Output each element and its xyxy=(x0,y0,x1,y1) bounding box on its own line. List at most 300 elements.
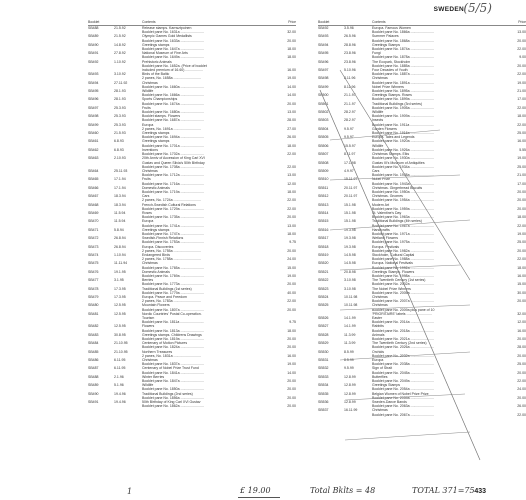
issue-date: 12.5.95 xyxy=(114,324,126,329)
entry-price: 22.00 xyxy=(287,206,296,211)
entry-price: 18.00 xyxy=(517,114,526,119)
issue-date: 11.5.94 xyxy=(114,219,126,224)
issue-date: 6.11.95 xyxy=(114,366,126,371)
issue-date: 8.5.99 xyxy=(344,358,354,363)
booklet-number: SB492 xyxy=(318,26,329,30)
entry-price: 19.00 xyxy=(517,231,526,236)
issue-date: 3.5.96 xyxy=(344,26,354,30)
entry-price: 18.00 xyxy=(287,328,296,333)
entry-contents: Cars xyxy=(142,194,150,199)
entry-price: 24.00 xyxy=(287,257,296,262)
entry-contents: Booklet pane No. 2014a ........................ xyxy=(372,320,434,325)
booklet-number: SB491 xyxy=(88,400,99,405)
booklet-number: SB515 xyxy=(318,219,329,224)
booklet-number: SB479 xyxy=(88,295,99,299)
booklet-number: SB470 xyxy=(88,219,99,224)
entry-contents: Booklet pane No. 1847a ........................ xyxy=(142,379,204,384)
entry-contents: Traditional Buildings (4th series) xyxy=(372,219,422,224)
issue-date: 14.8.92 xyxy=(114,42,126,47)
entry-contents: Orchids xyxy=(372,349,385,354)
entry-contents: Release stamps. Karnsztpoinen xyxy=(142,26,192,30)
entry-contents: 'PRIORITAIRE' labels .......................... xyxy=(372,311,432,316)
issue-date: 30.8.95 xyxy=(114,332,126,337)
booklet-number: SB469 xyxy=(88,210,99,215)
footer-total-value: TOTAL 371=75 xyxy=(412,486,475,495)
entry-contents: Gustav and Queen Silvia's 50th Birthday xyxy=(142,160,205,165)
entry-contents: Rabbits xyxy=(372,324,384,329)
entry-contents: Fruits xyxy=(142,177,151,182)
entry-contents: Booklet pane No. 1911a ........................ xyxy=(372,122,434,127)
entry-contents: Booklet pane No. 1741a ........................ xyxy=(142,223,204,228)
booklet-number: SB464 xyxy=(88,168,99,173)
issue-date: 19.3.98 xyxy=(344,236,356,241)
entry-price: 28.00 xyxy=(517,345,526,350)
entry-contents: Booklet pane No. 2063a ........................ xyxy=(372,404,434,409)
entry-price: 18.00 xyxy=(287,231,296,236)
issue-date: 10.11.98 xyxy=(344,295,358,299)
entry-price: 20.00 xyxy=(287,404,296,409)
booklet-number: SB516 xyxy=(318,227,329,232)
entry-contents: 2 panes, No. 1758a ............................ xyxy=(142,257,201,262)
issue-date: 6.8.93 xyxy=(114,147,124,152)
issue-date: 11.3.99 xyxy=(344,332,356,337)
entry-price: 22.00 xyxy=(287,299,296,304)
entry-contents: Booklet pane No. 1753a ........................ xyxy=(142,240,204,245)
entry-contents: Europa. Famous Women xyxy=(372,26,411,30)
catalogue-entry xyxy=(318,413,526,417)
entry-contents: Endangered Birds xyxy=(142,252,171,257)
booklet-number: SB520 xyxy=(318,261,329,266)
entry-contents: Nobel Prize xyxy=(372,177,391,182)
entry-contents: Greetings Stamps xyxy=(372,383,401,388)
issue-date: 9.5.97 xyxy=(344,126,354,131)
booklet-number: SB531 xyxy=(318,358,329,363)
entry-contents: Booklet pane No. 1975a ........................ xyxy=(372,240,434,245)
entry-contents: Christmas xyxy=(372,303,388,308)
issue-date: 21.5.93 xyxy=(114,131,126,136)
entry-price: 22.00 xyxy=(287,198,296,203)
booklet-number: SB506 xyxy=(318,143,329,148)
entry-contents: Booklet pane No. 1874a ........................ xyxy=(372,47,434,52)
booklet-number: SB533 xyxy=(318,374,329,379)
entry-price: 9.00 xyxy=(519,55,526,60)
entry-contents: Booklet pane No. 1811a ........................ xyxy=(142,320,204,325)
issue-date: 26.8.94 xyxy=(114,236,126,241)
booklet-number: SB488 xyxy=(88,374,99,379)
entry-contents: Europa. Tales and Legends xyxy=(372,135,415,140)
issue-date: 25.3.93 xyxy=(114,122,126,127)
entry-contents: Wildlife xyxy=(372,143,384,148)
entry-contents: Wildlife xyxy=(142,89,154,94)
booklet-number: SB514 xyxy=(318,210,329,215)
entry-contents: Booklet pane No. 1631a ........................ xyxy=(142,30,204,35)
issue-date: 9.5.97 xyxy=(344,135,354,140)
booklet-number xyxy=(88,404,114,408)
entry-price: 16.00 xyxy=(517,139,526,144)
entry-contents: Booklet pane No. 1895a ........................ xyxy=(372,89,434,94)
entry-contents: Christmas xyxy=(142,358,158,363)
booklet-number: SB473 xyxy=(88,244,99,249)
entry-price: 32.00 xyxy=(517,311,526,316)
entry-contents: Christmas xyxy=(372,76,388,81)
entry-contents: Booklet pane No. 1694a ........................ xyxy=(142,135,204,140)
booklet-number: SB463 xyxy=(88,156,99,161)
issue-date: 19.4.96 xyxy=(114,391,126,396)
entry-price: 18.00 xyxy=(287,55,296,60)
issue-date: 3.10.98 xyxy=(344,286,356,291)
issue-date: 28.8.96 xyxy=(344,42,356,47)
entry-contents: National Museum of Fine Arts xyxy=(142,51,188,56)
issue-date: 20.11.97 xyxy=(344,194,358,199)
entry-contents: Summer Palaces xyxy=(372,34,399,39)
entry-contents: Booklet pane No. 1916a ........................ xyxy=(372,131,434,136)
entry-contents: 2 panes, No. 1658a ............................ xyxy=(142,76,201,81)
entry-price: 20.00 xyxy=(287,387,296,392)
entry-contents: 50th Birthday of King Carl XVI Gustav xyxy=(142,400,201,405)
entry-contents: Booklet pane No. 1674a ........................ xyxy=(142,101,204,106)
booklet-number: SB509 xyxy=(318,168,329,173)
issue-date: 2.10.93 xyxy=(114,156,126,161)
issue-date: 12.8.99 xyxy=(344,400,356,405)
issue-date: 20.8.98 xyxy=(344,269,356,274)
entry-price: 20.00 xyxy=(287,282,296,287)
issue-date: 21.5.92 xyxy=(114,26,126,30)
entry-contents: Belgian Women of Nobel Prize Prize xyxy=(372,391,429,396)
entry-contents: Insects xyxy=(372,118,384,123)
issue-date: 20.11.97 xyxy=(344,185,358,190)
entry-contents: Swedish-Finnish Relations xyxy=(142,236,184,241)
entry-contents: Booklet pane No. 1769a ........................ xyxy=(142,273,204,278)
entry-contents: Booklet pane No. 1954a ........................ xyxy=(372,198,434,203)
issue-date: 25.11.93 xyxy=(114,168,128,173)
booklet-number: SB461 xyxy=(88,139,99,144)
header-contents: Contents xyxy=(372,20,386,24)
entry-price: 20.00 xyxy=(517,248,526,253)
entry-price: 18.00 xyxy=(287,143,296,148)
booklet-number: SB511 xyxy=(318,185,329,190)
entry-contents: Stockholm, Cultural Capital xyxy=(372,252,415,257)
entry-contents: Christmas xyxy=(372,408,388,413)
entry-contents: Domestic Animals xyxy=(142,185,170,190)
entry-contents: Booklet stamps. Flowers xyxy=(142,114,181,119)
entry-contents: Sports Championships xyxy=(142,97,178,102)
booklet-number: SB486 xyxy=(88,358,99,363)
right-entries xyxy=(318,25,526,417)
entry-contents: Booklet pane No. 1765a ........................ xyxy=(142,265,204,270)
entry-price: 16.00 xyxy=(517,273,526,278)
entry-contents: The Twentieth Century (1st series) xyxy=(372,278,426,283)
booklet-number: SB481 xyxy=(88,311,99,316)
booklet-number: SB537 xyxy=(318,408,329,413)
booklet-number: SB460 xyxy=(88,131,99,136)
booklet-number: SB498 xyxy=(318,76,329,81)
entry-price: 20.00 xyxy=(517,63,526,68)
entry-price: 22.00 xyxy=(287,152,296,157)
entry-contents: 2 panes, No. 1783a ............................ xyxy=(142,299,201,304)
issue-date: 14.5.98 xyxy=(344,261,356,266)
entry-price: 22.00 xyxy=(517,257,526,262)
entry-contents: Birds of the Baltic xyxy=(142,72,170,77)
entry-contents: Booklet pane No. 2009a plus pane of 10 xyxy=(372,307,435,312)
booklet-number: SB522 xyxy=(318,278,329,283)
entry-price: 9.75 xyxy=(289,240,296,245)
entry-contents: Booklet pane No. 1988a ........................ xyxy=(372,257,434,262)
entry-price: 22.00 xyxy=(287,164,296,169)
entry-price: 32.00 xyxy=(287,30,296,35)
booklet-number: SB499 xyxy=(318,84,329,89)
entry-price: 14.00 xyxy=(287,93,296,98)
booklet-number: SB485 xyxy=(88,349,99,354)
booklet-number: SB490 xyxy=(88,42,99,47)
issue-date: 5.8.94 xyxy=(114,227,124,232)
entry-price: 17.00 xyxy=(517,97,526,102)
entry-contents: Butterflies xyxy=(372,374,388,379)
entry-price: 20.00 xyxy=(287,307,296,312)
entry-contents: Winter Berries xyxy=(142,374,165,379)
booklet-number: SB518 xyxy=(318,244,329,249)
catalogue-entry xyxy=(88,404,296,408)
booklet-number: SB474 xyxy=(88,252,99,257)
entry-contents: Gustav III's Museum of Antiquities xyxy=(372,160,425,165)
entry-contents: Booklet pane No. 1862a ........................ xyxy=(142,404,204,409)
entry-contents: Fungi xyxy=(372,51,381,56)
entry-contents: Booklet pane No. 1891a ........................ xyxy=(372,80,434,85)
entry-contents: Easter xyxy=(372,316,383,321)
booklet-number: SB490 xyxy=(88,391,99,396)
footer-total-booklets: Total Bklts = 48 xyxy=(310,486,376,495)
booklet-number: SB524 xyxy=(318,295,329,299)
entry-contents: Booklet pane No. 1747a ........................ xyxy=(142,231,204,236)
booklet-number: SB496 xyxy=(318,59,329,64)
booklet-number: SB510 xyxy=(318,177,329,182)
entry-contents: Booklet pane No. 2005a ........................ xyxy=(372,290,434,295)
entry-price: 25.00 xyxy=(517,240,526,245)
issue-date: 12.5.95 xyxy=(114,311,126,316)
issue-date: 27.11.92 xyxy=(114,80,128,85)
entry-contents: Europa. Peace and Freedom xyxy=(142,295,187,299)
booklet-number: SB504 xyxy=(318,126,329,131)
booklet-number: SB476 xyxy=(88,269,99,274)
issue-date: 12.8.99 xyxy=(344,374,356,379)
booklet-number: SB519 xyxy=(318,252,329,257)
entry-price: 19.00 xyxy=(287,76,296,81)
booklet-number: SB477 xyxy=(88,278,99,283)
booklet-number: SB493 xyxy=(88,72,99,77)
issue-date: 11.3.99 xyxy=(344,341,356,346)
entry-contents: Inventions xyxy=(142,147,158,152)
entry-contents: Booklet pane No. 1887a ........................ xyxy=(372,72,434,77)
entry-price: 19.00 xyxy=(517,80,526,85)
booklet-number: SB517 xyxy=(318,236,329,241)
entry-contents: Flowers xyxy=(142,324,155,329)
entry-contents: Booklet pane No. 1649a ........................ xyxy=(142,55,204,60)
entry-price: 16.00 xyxy=(287,353,296,358)
booklet-number: SB495 xyxy=(318,51,329,56)
entry-price: 20.00 xyxy=(517,353,526,358)
booklet-number: SB505 xyxy=(318,135,329,140)
entry-price: 16.00 xyxy=(517,328,526,333)
page-header xyxy=(0,0,500,20)
entry-price: 15.00 xyxy=(517,282,526,287)
entry-contents: Greetings stamps xyxy=(142,131,170,136)
entry-contents: The Twentieth Century (2nd series) xyxy=(372,341,427,346)
entry-contents: Booklet pane No. 1773a ........................ xyxy=(142,282,204,287)
issue-date: 26.8.94 xyxy=(114,244,126,249)
entry-contents: Booklet pane No. 1735a ........................ xyxy=(142,215,204,220)
entry-contents: Booklet pane No. 1934a ........................ xyxy=(372,164,434,169)
entry-price: 20.00 xyxy=(287,248,296,253)
booklet-number: SB523 xyxy=(318,286,329,291)
entry-contents: 2 panes, No. 1831a ............................ xyxy=(142,353,201,358)
entry-price: 20.00 xyxy=(287,345,296,350)
issue-date: 25.3.93 xyxy=(114,114,126,119)
entry-price: 22.00 xyxy=(517,223,526,228)
entry-price: 13.00 xyxy=(287,110,296,115)
entry-price: 20.00 xyxy=(517,337,526,342)
entry-contents: Booklet pane No. 1943a ........................ xyxy=(372,181,434,186)
entry-contents: Traditional Buildings (3rd series) xyxy=(372,101,423,106)
issue-date: 4.9.97 xyxy=(344,168,354,173)
issue-date: 9.5.99 xyxy=(344,366,354,371)
entry-price: 13.00 xyxy=(517,30,526,35)
entry-price: 21.00 xyxy=(517,173,526,178)
issue-date: 19.1.95 xyxy=(114,269,126,274)
entry-contents: Booklet pane No. 1971a ........................ xyxy=(372,231,434,236)
header-price: Price xyxy=(288,20,296,24)
entry-contents: St. Valentine's Day xyxy=(372,210,402,215)
entry-contents: Booklet pane No. 2049a ........................ xyxy=(372,379,434,384)
entry-price: 20.00 xyxy=(287,215,296,220)
entry-contents: Booklet pane No. 2002a ........................ xyxy=(372,282,434,287)
entry-contents: Wildlife xyxy=(142,383,154,388)
entry-contents: Booklet pane No. 1850a ........................ xyxy=(142,387,204,392)
booklet-number: SB501 xyxy=(318,101,329,106)
entry-price: 30.00 xyxy=(517,290,526,295)
issue-date xyxy=(114,404,142,408)
entry-contents: Booklet pane No. 1959a ........................ xyxy=(372,206,434,211)
booklet-number: SB529 xyxy=(318,341,329,346)
entry-price: 26.00 xyxy=(517,404,526,409)
issue-date: 12.5.95 xyxy=(114,303,126,308)
entry-price: 22.00 xyxy=(517,47,526,52)
issue-date: 12.8.99 xyxy=(344,383,356,388)
booklet-number: SB512 xyxy=(318,194,329,199)
entry-contents: Traditional Buildings (2nd series) xyxy=(142,391,193,396)
issue-date: 21.1.97 xyxy=(344,101,356,106)
entry-contents: Greetings stamps xyxy=(142,227,170,232)
booklet-number: SB471 xyxy=(88,227,99,232)
issue-date: 15.1.98 xyxy=(344,219,356,224)
entry-price: 18.00 xyxy=(287,47,296,52)
booklet-number: SB508 xyxy=(318,160,329,165)
entry-contents: Booklet pane No. 1716a ........................ xyxy=(142,181,204,186)
issue-date: 23.8.96 xyxy=(344,51,356,56)
entry-contents: Centenary of Nobel Prize Trust Fund xyxy=(142,366,199,371)
entry-contents: Christmas Stamps. Elks xyxy=(372,152,410,157)
issue-date: 17.3.95 xyxy=(114,286,126,291)
entry-price: 14.00 xyxy=(287,370,296,375)
issue-date: 2.1.96 xyxy=(114,374,124,379)
entry-contents: Booklet pane No. 1992a ........................ xyxy=(372,265,434,270)
issue-date: 8.11.97 xyxy=(344,152,356,157)
entry-contents: Europa. Discoveries xyxy=(142,244,174,249)
issue-date: 15.1.98 xyxy=(344,210,356,215)
entry-contents: 20th Anniv of Accession of King Carl XVI xyxy=(142,156,205,161)
issue-date: 25.3.93 xyxy=(114,105,126,110)
entry-contents: Booklet pane No. 1841a ........................ xyxy=(142,370,204,375)
issue-date: 14.1.99 xyxy=(344,324,356,329)
booklet-number: SB491 xyxy=(88,51,99,56)
entry-contents: Europa xyxy=(142,122,154,127)
entry-price: 20.00 xyxy=(517,370,526,375)
booklet-number: SB503 xyxy=(318,118,329,123)
entry-contents: Booklet pane No. 1633a ........................ xyxy=(142,38,204,43)
issue-date: 19.3.98 xyxy=(344,244,356,249)
booklet-number: SB489 xyxy=(88,383,99,388)
header-booklet: Booklet xyxy=(318,20,330,24)
entry-price: 14.00 xyxy=(287,84,296,89)
entry-contents: Booklet pane No. 1729a ........................ xyxy=(142,206,204,211)
booklet-number: SB525 xyxy=(318,303,329,308)
entry-contents: Booklet pane No. 1982a ........................ xyxy=(372,248,434,253)
issue-date: 8.5.99 xyxy=(344,349,354,354)
issue-date: 10.11.98 xyxy=(344,303,358,308)
entry-contents: Booklet pane No. 1998a ........................ xyxy=(372,273,434,278)
issue-date: 6.8.93 xyxy=(114,139,124,144)
entry-price: 27.00 xyxy=(287,126,296,131)
entry-contents: Nordic Countries' Postal Co-operation. xyxy=(142,311,202,316)
entry-contents: Europa. National Festivals xyxy=(372,261,413,266)
entry-contents: Mountain Flowers xyxy=(142,303,170,308)
entry-price: 21.00 xyxy=(517,89,526,94)
entry-contents: Booklet pane No. 1779a ........................ xyxy=(142,290,204,295)
entry-contents: Christmas xyxy=(372,295,388,299)
issue-date: 5.1.96 xyxy=(114,383,124,388)
entry-contents: Nobel Prize Winners xyxy=(372,84,404,89)
header-price: Price xyxy=(518,20,526,24)
issue-date: 18.3.94 xyxy=(114,202,126,207)
booklet-number: SB528 xyxy=(318,332,329,337)
entry-contents: Garden Flowers xyxy=(372,126,397,131)
entry-contents: 2 panes, No. 1755a ............................ xyxy=(142,248,201,253)
entry-contents: Booklet pane No. 1938a ........................ xyxy=(372,173,434,178)
booklet-number: SB494 xyxy=(318,42,329,47)
issue-date: 28.1.93 xyxy=(114,97,126,102)
entry-price: 18.00 xyxy=(517,215,526,220)
booklet-number: SB493 xyxy=(318,34,329,39)
entry-contents: Booklet pane No. 2054a ........................ xyxy=(372,387,434,392)
entry-contents: Booklet pane No. 2018a ........................ xyxy=(372,328,434,333)
entry-contents: Booklet pane No. 1712a ........................ xyxy=(142,173,204,178)
entry-contents: Berries xyxy=(142,278,154,283)
entry-contents: Booklet pane No. 1719a ........................ xyxy=(142,189,204,194)
booklet-number: SB534 xyxy=(318,383,329,388)
issue-date: 15.1.98 xyxy=(344,202,356,207)
entry-price: 17.00 xyxy=(517,181,526,186)
entry-contents: Booklet pane No. 2045a ........................ xyxy=(372,370,434,375)
booklet-number: SB488 xyxy=(88,26,99,30)
issue-date: 12.8.99 xyxy=(344,391,356,396)
entry-contents: Centenary of Motion Pictures xyxy=(142,341,188,346)
entry-contents: Booklet pane No. 1680a ........................ xyxy=(142,110,204,115)
entry-price: 18.00 xyxy=(517,265,526,270)
issue-date: 17.1.98 xyxy=(344,160,356,165)
entry-price: 24.00 xyxy=(517,387,526,392)
entry-contents: Prehistoric Animals xyxy=(142,59,172,64)
entry-contents: Booklet pane No. 1687a ........................ xyxy=(142,118,204,123)
entry-contents: Greetings Stamps. Roses xyxy=(372,93,412,98)
entry-contents: Booklet pane No. 1899a ........................ xyxy=(372,97,434,102)
